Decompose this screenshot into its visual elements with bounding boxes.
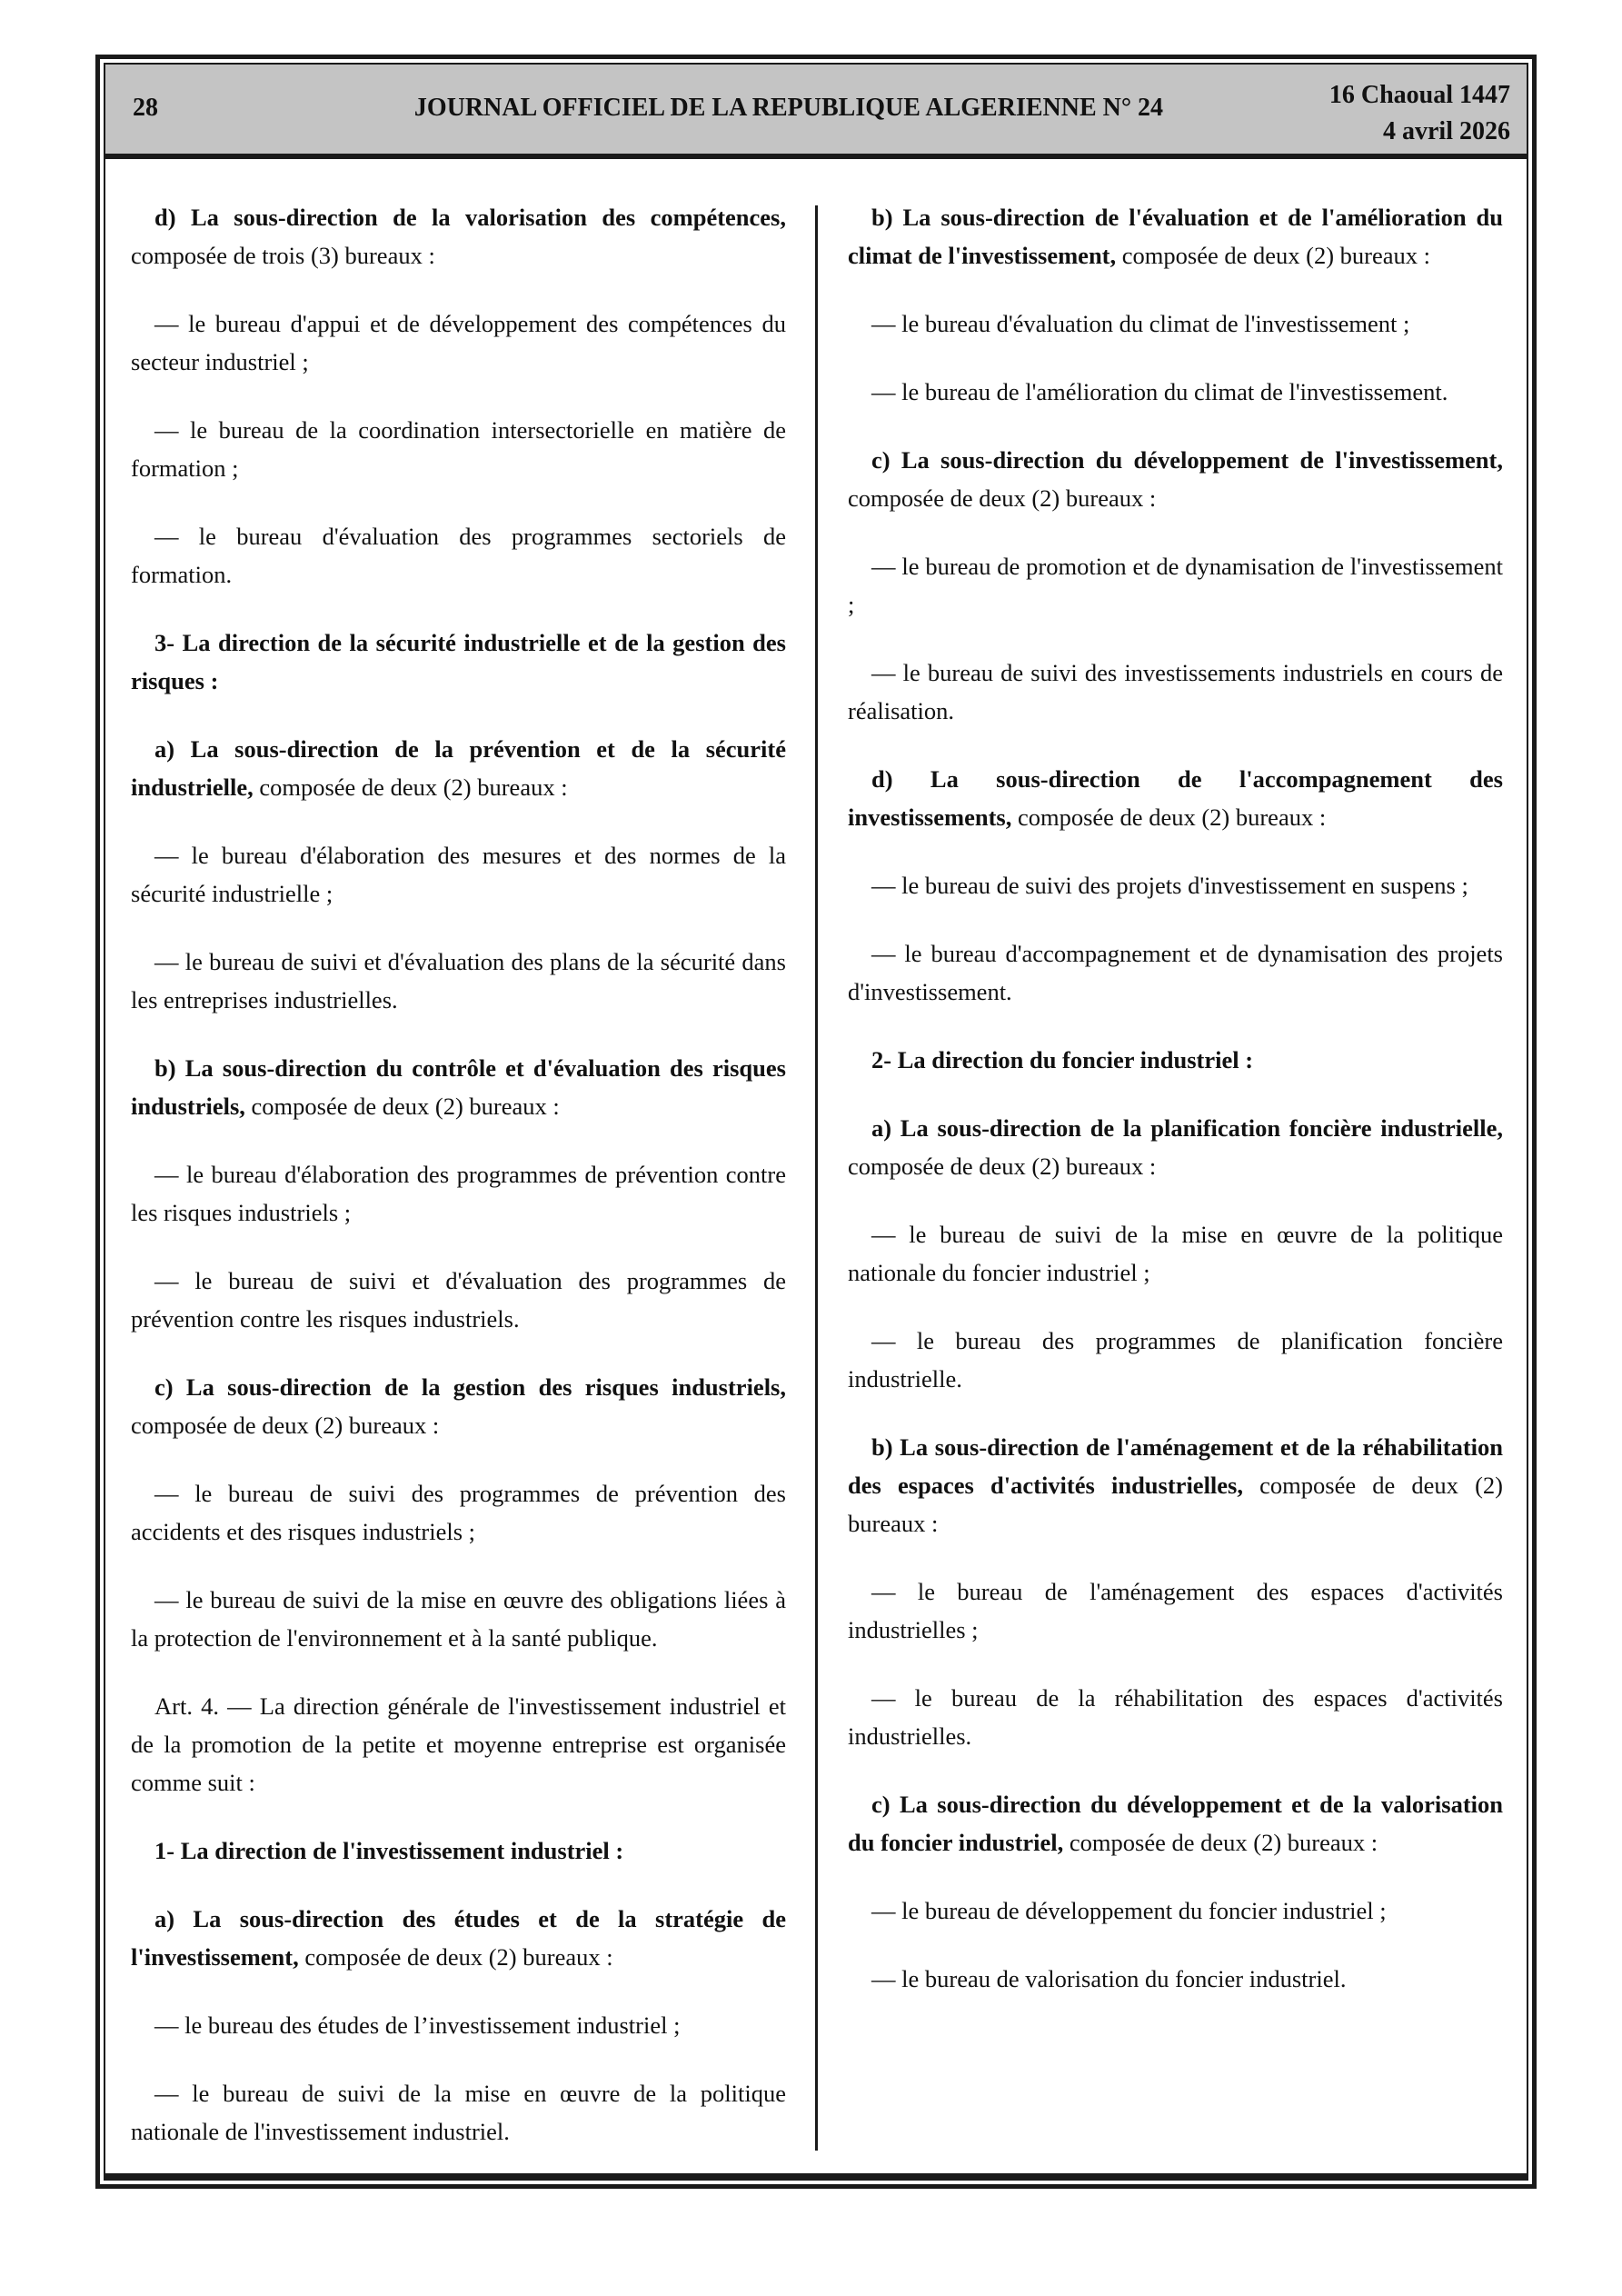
paragraph xyxy=(131,1832,786,1870)
paragraph xyxy=(848,441,1503,517)
paragraph xyxy=(131,198,786,275)
gregorian-date: 4 avril 2026 xyxy=(1383,117,1510,145)
paragraph xyxy=(848,1679,1503,1755)
paragraph-text: — le bureau de suivi et d'évaluation des programmes de prévention contre les risques industriels. xyxy=(131,1267,786,1333)
paragraph-heading: d) La sous-direction de la valorisation des compétences, xyxy=(154,204,786,231)
paragraph-text: composée de deux (2) bureaux : xyxy=(131,1412,440,1439)
paragraph xyxy=(848,1785,1503,1862)
paragraph-text: — le bureau d'évaluation du climat de l'investissement ; xyxy=(871,310,1410,337)
paragraph xyxy=(131,2006,786,2044)
paragraph-heading: a) La sous-direction de la planification foncière industrielle, xyxy=(871,1114,1503,1142)
paragraph-text: — le bureau de suivi de la mise en œuvre des obligations liées à la protection de l'environnement et à la santé publique. xyxy=(131,1586,786,1652)
paragraph-text: composée de deux (2) bureaux : xyxy=(1063,1829,1378,1856)
page-number: 28 xyxy=(133,94,158,122)
paragraph-text: composée de deux (2) bureaux : xyxy=(244,1093,560,1120)
paragraph xyxy=(848,547,1503,624)
paragraph xyxy=(848,866,1503,904)
paragraph-heading: 3- La direction de la sécurité industrielle et de la gestion des risques : xyxy=(131,629,786,694)
paragraph-text: composée de deux (2) bureaux : xyxy=(848,484,1157,512)
paragraph-heading: d) La sous-direction de l'accompagnement des investissements, xyxy=(848,765,1503,831)
paragraph xyxy=(848,760,1503,836)
paragraph xyxy=(848,654,1503,730)
paragraph-text: — le bureau de promotion et de dynamisation de l'investissement ; xyxy=(848,553,1503,618)
paragraph-text: — le bureau de suivi et d'évaluation des plans de la sécurité dans les entreprises industrielles. xyxy=(131,948,786,1013)
paragraph-text: — le bureau des études de l’investissement industriel ; xyxy=(154,2011,681,2039)
paragraph-text: composée de deux (2) bureaux : xyxy=(253,774,568,801)
paragraph-heading: c) La sous-direction du développement de l'investissement, xyxy=(871,446,1503,474)
paragraph-heading: c) La sous-direction du développement et de la valorisation du foncier industriel, xyxy=(848,1791,1503,1856)
paragraph xyxy=(131,2074,786,2151)
paragraph-text: — le bureau de la réhabilitation des espaces d'activités industrielles. xyxy=(848,1684,1503,1750)
paragraph xyxy=(131,304,786,381)
paragraph-text: — le bureau de suivi des investissements industriels en cours de réalisation. xyxy=(848,659,1503,724)
paragraph-text: composée de deux (2) bureaux : xyxy=(1011,804,1327,831)
hijri-date: 16 Chaoual 1447 xyxy=(1328,81,1510,109)
paragraph-text: composée de deux (2) bureaux : xyxy=(848,1472,1503,1537)
paragraph xyxy=(131,1155,786,1232)
paragraph-text: — le bureau de suivi des programmes de prévention des accidents et des risques industriels ; xyxy=(131,1480,786,1545)
column-divider xyxy=(815,205,818,2151)
paragraph xyxy=(131,1368,786,1444)
paragraph-text: — le bureau d'évaluation des programmes sectoriels de formation. xyxy=(131,523,786,588)
paragraph-heading: a) La sous-direction de la prévention et de la sécurité industrielle, xyxy=(131,735,786,801)
paragraph xyxy=(848,1322,1503,1398)
paragraph-text: — le bureau d'appui et de développement des compétences du secteur industriel ; xyxy=(131,310,786,375)
journal-title: JOURNAL OFFICIEL DE LA REPUBLIQUE ALGERIENNE N° 24 xyxy=(413,94,1164,122)
paragraph xyxy=(848,373,1503,411)
paragraph xyxy=(848,934,1503,1011)
paragraph-text: — le bureau d'élaboration des mesures et des normes de la sécurité industrielle ; xyxy=(131,842,786,907)
paragraph-text: — le bureau de l'aménagement des espaces d'activités industrielles ; xyxy=(848,1578,1503,1643)
paragraph xyxy=(131,1049,786,1125)
paragraph xyxy=(848,1109,1503,1185)
page-frame xyxy=(95,55,1537,2189)
paragraph-heading: 2- La direction du foncier industriel : xyxy=(871,1046,1254,1073)
paragraph-heading: c) La sous-direction de la gestion des risques industriels, xyxy=(154,1373,786,1401)
paragraph-text: — le bureau de suivi de la mise en œuvre de la politique nationale de l'investissement industriel. xyxy=(131,2080,786,2145)
paragraph xyxy=(131,730,786,806)
paragraph xyxy=(131,411,786,487)
paragraph xyxy=(848,1428,1503,1542)
paragraph xyxy=(848,1960,1503,1998)
paragraph-text: — le bureau de suivi des projets d'investissement en suspens ; xyxy=(871,872,1468,899)
paragraph xyxy=(131,1262,786,1338)
paragraph-text: composée de trois (3) bureaux : xyxy=(131,242,435,269)
paragraph xyxy=(848,198,1503,275)
paragraph-heading: 1- La direction de l'investissement industriel : xyxy=(154,1837,624,1864)
issue-dates xyxy=(1329,77,1510,150)
paragraph-text: — le bureau de l'amélioration du climat de l'investissement. xyxy=(871,378,1448,405)
paragraph-text: — le bureau de valorisation du foncier industriel. xyxy=(871,1965,1347,1992)
paragraph xyxy=(848,1041,1503,1079)
journal-header xyxy=(105,65,1527,159)
paragraph-text: — le bureau d'élaboration des programmes de prévention contre les risques industriels ; xyxy=(131,1161,786,1226)
paragraph-text: composée de deux (2) bureaux : xyxy=(1116,242,1430,269)
paragraph xyxy=(131,624,786,700)
paragraph xyxy=(848,1892,1503,1930)
paragraph-text: — le bureau des programmes de planification foncière industrielle. xyxy=(848,1327,1503,1393)
paragraph-text: composée de deux (2) bureaux : xyxy=(298,1943,613,1971)
paragraph-text: — le bureau d'accompagnement et de dynamisation des projets d'investissement. xyxy=(848,940,1503,1005)
paragraph-text: Art. 4. — La direction générale de l'investissement industriel et de la promotion de la petite et moyenne entreprise est organisée comme suit : xyxy=(131,1692,786,1796)
paragraph-heading: b) La sous-direction de l'évaluation et de l'amélioration du climat de l'investissement, xyxy=(848,204,1503,269)
paragraph-heading: a) La sous-direction des études et de la stratégie de l'investissement, xyxy=(131,1905,786,1971)
paragraph-text: — le bureau de développement du foncier industriel ; xyxy=(871,1897,1387,1924)
paragraph-text: — le bureau de suivi de la mise en œuvre de la politique nationale du foncier industriel ; xyxy=(848,1221,1503,1286)
paragraph xyxy=(131,836,786,913)
paragraph-text: — le bureau de la coordination intersectorielle en matière de formation ; xyxy=(131,416,786,482)
left-column xyxy=(131,198,786,2181)
paragraph xyxy=(131,1900,786,1976)
paragraph xyxy=(848,1572,1503,1649)
paragraph xyxy=(131,943,786,1019)
paragraph xyxy=(848,304,1503,343)
page-inner-frame xyxy=(104,63,1528,2181)
paragraph-text: composée de deux (2) bureaux : xyxy=(848,1153,1157,1180)
paragraph xyxy=(848,1215,1503,1292)
paragraph xyxy=(131,1687,786,1802)
paragraph-heading: b) La sous-direction de l'aménagement et de la réhabilitation des espaces d'activités industrielles, xyxy=(848,1433,1503,1499)
paragraph xyxy=(131,517,786,594)
paragraph-heading: b) La sous-direction du contrôle et d'évaluation des risques industriels, xyxy=(131,1054,786,1120)
paragraph xyxy=(131,1581,786,1657)
paragraph xyxy=(131,1474,786,1551)
right-column xyxy=(848,198,1503,2028)
